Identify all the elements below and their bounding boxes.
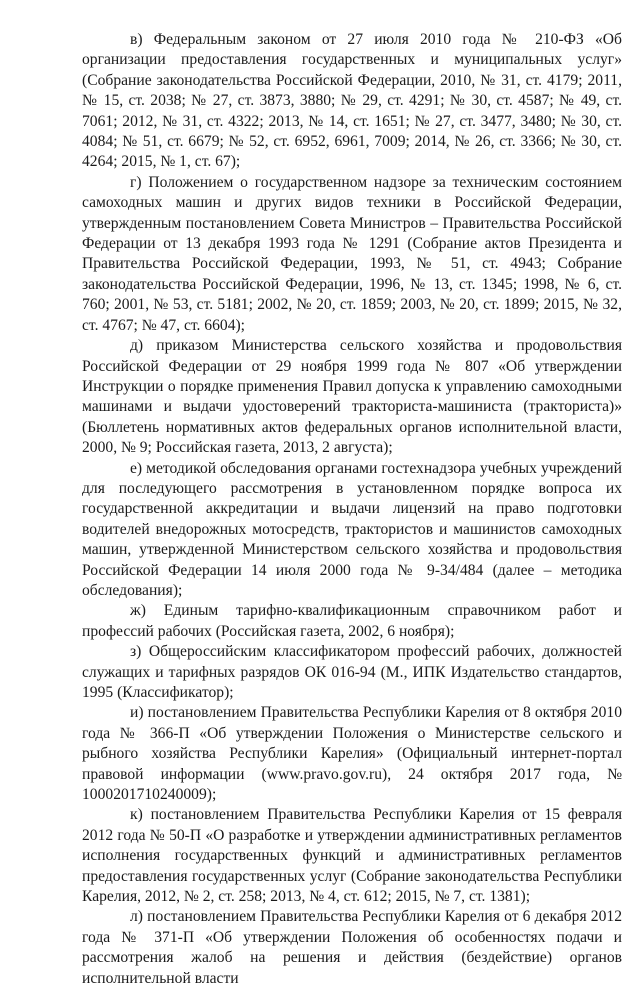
document-body xyxy=(82,30,622,989)
paragraph-k: к) постановлением Правительства Республики Карелия от 15 февраля 2012 года № 50-П «О разработке и утверждении административных регламентов исполнения государственных функций и административных регламентов предоставления государственных услуг (Собрание законодательства Республики Карелия, 2012, № 2, ст. 258; 2013, № 4, ст. 612; 2015, № 7, ст. 1381); xyxy=(82,806,622,906)
paragraph-d: д) приказом Министерства сельского хозяйства и продовольствия Российской Федерации от 29 ноября 1999 года № 807 «Об утверждении Инструкции о порядке применения Правил допуска к управлению самоходными машинами и выдачи удостоверений тракториста-машиниста (тракториста)» (Бюллетень нормативных актов федеральных органов исполнительной власти, 2000, № 9; Российская газета, 2013, 2 августа); xyxy=(82,337,622,457)
paragraph-zh: ж) Единым тарифно-квалификационным справочником работ и профессий рабочих (Российская газета, 2002, 6 ноября); xyxy=(82,602,622,640)
paragraph-i: и) постановлением Правительства Республики Карелия от 8 октября 2010 года № 366-П «Об утверждении Положения о Министерстве сельского и рыбного хозяйства Республики Карелия» (Официальный интернет-портал правовой информации (www.pravo.gov.ru), 24 октября 2017 года, № 1000201710240009); xyxy=(82,704,622,804)
paragraph-e: е) методикой обследования органами гостехнадзора учебных учреждений для последующего рассмотрения в установленном порядке вопроса их государственной аккредитации и выдачи лицензий на право подготовки водителей внедорожных мотосредств, трактористов и машинистов самоходных машин, утвержденной Министерством сельского хозяйства и продовольствия Российской Федерации 14 июля 2000 года № 9-34/484 (далее – методика обследования); xyxy=(82,459,622,599)
paragraph-z: з) Общероссийским классификатором профессий рабочих, должностей служащих и тарифных разрядов ОК 016-94 (М., ИПК Издательство стандартов, 1995 (Классификатор); xyxy=(82,643,622,701)
paragraph-g: г) Положением о государственном надзоре за техническим состоянием самоходных машин и других видов техники в Российской Федерации, утвержденным постановлением Совета Министров – Правительства Российской Федерации от 13 декабря 1993 года № 1291 (Собрание актов Президента и Правительства Российской Федерации, 1993, № 51, ст. 4943; Собрание законодательства Российской Федерации, 1996, № 13, ст. 1345; 1998, № 6, ст. 760; 2001, № 53, ст. 5181; 2002, № 20, ст. 1859; 2003, № 20, ст. 1899; 2015, № 32, ст. 4767; № 47, ст. 6604); xyxy=(82,173,622,334)
paragraph-v: в) Федеральным законом от 27 июля 2010 года № 210-ФЗ «Об организации предоставления государственных и муниципальных услуг» (Собрание законодательства Российской Федерации, 2010, № 31, ст. 4179; 2011, № 15, ст. 2038; № 27, ст. 3873, 3880; № 29, ст. 4291; № 30, ст. 4587; № 49, ст. 7061; 2012, № 31, ст. 4322; 2013, № 14, ст. 1651; № 27, ст. 3477, 3480; № 30, ст. 4084; № 51, ст. 6679; № 52, ст. 6952, 6961, 7009; 2014, № 26, ст. 3366; № 30, ст. 4264; 2015, № 1, ст. 67); xyxy=(82,31,622,171)
paragraph-l: л) постановлением Правительства Республики Карелия от 6 декабря 2012 года № 371-П «Об утверждении Положения об особенностях подачи и рассмотрения жалоб на решения и действия (бездействие) органов исполнительной власти xyxy=(82,908,622,987)
